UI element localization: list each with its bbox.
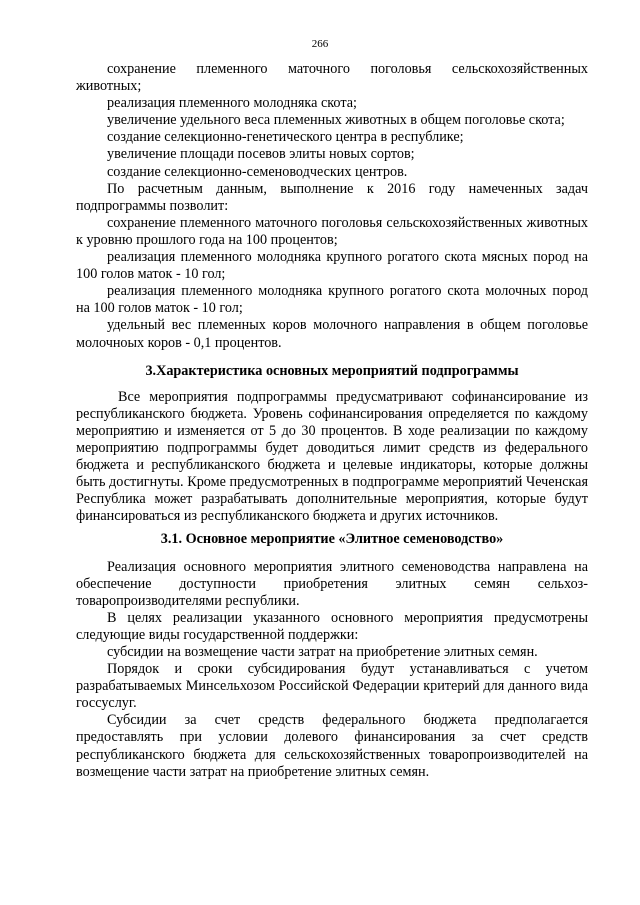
subsection-heading: 3.1. Основное мероприятие «Элитное семеноводство» xyxy=(160,531,504,548)
paragraph: Все мероприятия подпрограммы предусматривают софинансирование из республиканского бюджета. Уровень софинансирования определяется по каждому мероприятию и изменяется от 5 до 30 процентов. В ходе реализации по каждому мероприятию подпрограммы будет доводиться лимит средств из федерального бюджета и республиканского бюджета и целевые индикаторы, которые должны быть достигнуты. Кроме предусмотренных в подпрограмме мероприятий Чеченская Республика может разрабатывать дополнительные мероприятия, которые будут финансироваться из республиканского бюджета и других источников. xyxy=(76,388,588,525)
paragraph: удельный вес племенных коров молочного направления в общем поголовье молочноых коров - 0,1 процентов. xyxy=(76,317,588,351)
paragraph: реализация племенного молодняка крупного рогатого скота молочных пород на 100 голов маток - 10 гол; xyxy=(76,283,588,317)
paragraph: Реализация основного мероприятия элитного семеноводства направлена на обеспечение доступности приобретения элитных семян сельхоз-товаропроизводителями республики. xyxy=(76,558,588,609)
paragraph: субсидии на возмещение части затрат на приобретение элитных семян. xyxy=(107,644,538,660)
paragraph: создание селекционно-семеноводческих центров. xyxy=(107,163,408,180)
page-number: 266 xyxy=(311,38,329,50)
section-2 xyxy=(76,389,588,526)
paragraph: сохранение племенного маточного поголовья сельскохозяйственных животных к уровню прошлого года на 100 процентов; xyxy=(76,214,588,248)
section-heading: 3.Характеристика основных мероприятий подпрограммы xyxy=(145,362,519,379)
paragraph: Порядок и сроки субсидирования будут устанавливаться с учетом разрабатываемых Минсельхозом Российской Федерации критерий для данного вида госсуслуг. xyxy=(76,661,588,712)
paragraph: реализация племенного молодняка крупного рогатого скота мясных пород на 100 голов маток - 10 гол; xyxy=(76,249,588,283)
page-content xyxy=(76,61,588,781)
paragraph: увеличение площади посевов элиты новых сортов; xyxy=(107,146,415,163)
paragraph: создание селекционно-генетического центра в республике; xyxy=(107,129,464,146)
section-3 xyxy=(76,559,588,781)
paragraph: В целях реализации указанного основного мероприятия предусмотрены следующие виды государственной поддержки: xyxy=(76,609,588,643)
paragraph: По расчетным данным, выполнение к 2016 году намеченных задач подпрограммы позволит: xyxy=(76,180,588,214)
paragraph: увеличение удельного веса племенных животных в общем поголовье скота; xyxy=(107,112,565,129)
paragraph: сохранение племенного маточного поголовья сельскохозяйственных животных; xyxy=(76,61,588,95)
paragraph: реализация племенного молодняка скота; xyxy=(107,95,357,112)
paragraph: Субсидии за счет средств федерального бюджета предполагается предоставлять при условии долевого финансирования за счет средств республиканского бюджета для сельскохозяйственных товаропроизводителей на возмещение части затрат на приобретение элитных семян. xyxy=(76,712,588,780)
section-1 xyxy=(76,61,588,352)
